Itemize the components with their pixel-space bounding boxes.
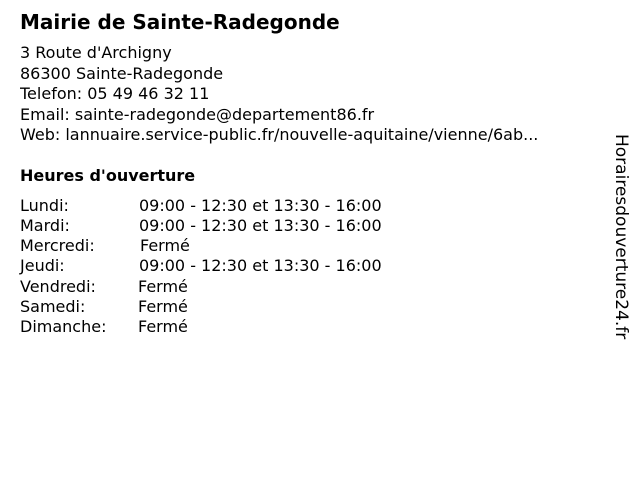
time-value-friday: Fermé bbox=[138, 276, 188, 296]
web-line: Web: lannuaire.service-public.fr/nouvelle-aquitaine/vienne/6ab... bbox=[20, 125, 539, 144]
day-label-wednesday: Mercredi: bbox=[20, 236, 95, 256]
hours-row-monday bbox=[20, 196, 600, 216]
contact-info bbox=[20, 43, 600, 146]
hours-row-saturday bbox=[20, 297, 600, 317]
time-value-tuesday: 09:00 - 12:30 et 13:30 - 16:00 bbox=[139, 215, 382, 235]
address-city: 86300 Sainte-Radegonde bbox=[20, 63, 224, 83]
day-label-sunday: Dimanche: bbox=[20, 317, 107, 337]
day-label-friday: Vendredi: bbox=[20, 276, 96, 296]
time-value-wednesday: Fermé bbox=[140, 236, 190, 256]
hours-row-sunday bbox=[20, 317, 600, 337]
time-value-thursday: 09:00 - 12:30 et 13:30 - 16:00 bbox=[139, 256, 382, 276]
hours-row-thursday bbox=[20, 256, 600, 276]
hours-row-tuesday bbox=[20, 216, 600, 236]
time-value-monday: 09:00 - 12:30 et 13:30 - 16:00 bbox=[139, 195, 382, 215]
phone-line: Telefon: 05 49 46 32 11 bbox=[20, 84, 210, 103]
brand-watermark bbox=[608, 134, 634, 374]
hours-row-friday bbox=[20, 277, 600, 297]
time-value-sunday: Fermé bbox=[138, 317, 188, 337]
address-street: 3 Route d'Archigny bbox=[20, 43, 172, 62]
day-label-saturday: Samedi: bbox=[20, 296, 86, 316]
day-label-thursday: Jeudi: bbox=[20, 256, 65, 276]
hours-table bbox=[20, 196, 600, 338]
hours-title: Heures d'ouverture bbox=[20, 165, 196, 185]
day-label-monday: Lundi: bbox=[20, 195, 69, 215]
email-line: Email: sainte-radegonde@departement86.fr bbox=[20, 104, 375, 124]
main-content bbox=[20, 9, 600, 338]
page-title: Mairie de Sainte-Radegonde bbox=[20, 10, 340, 34]
day-label-tuesday: Mardi: bbox=[20, 215, 70, 235]
time-value-saturday: Fermé bbox=[138, 296, 188, 316]
hours-row-wednesday bbox=[20, 236, 600, 256]
brand-text: Horairesdouverture24.fr bbox=[611, 134, 631, 340]
